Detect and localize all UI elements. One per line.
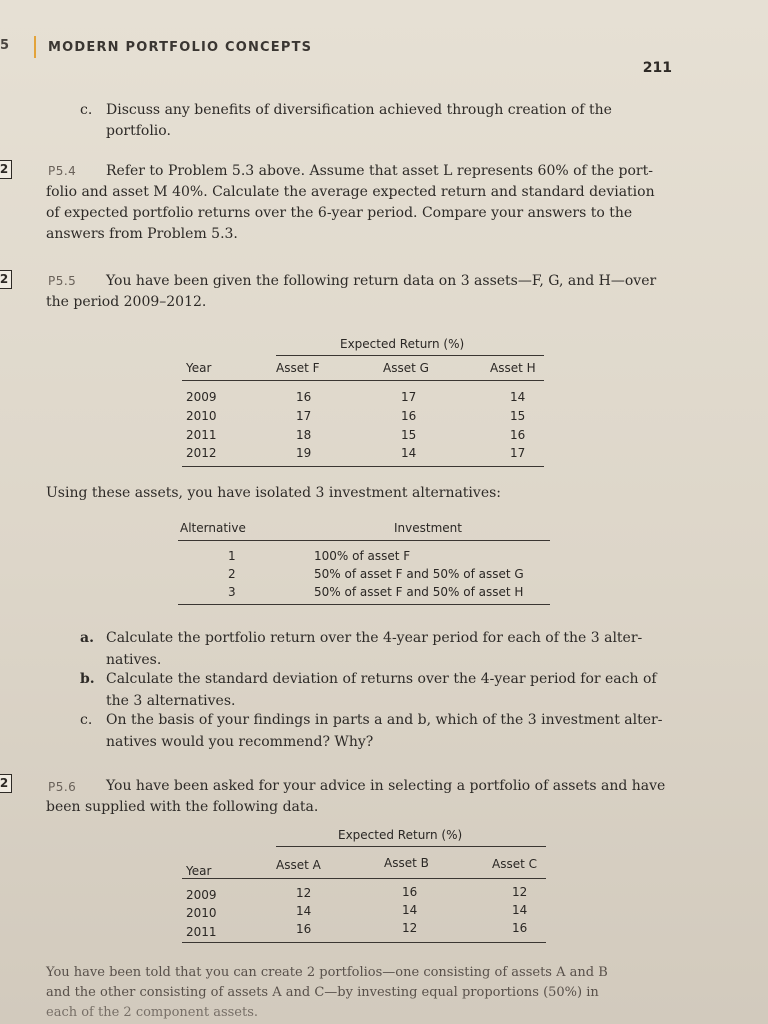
learning-objective-badge: 2 xyxy=(0,270,12,289)
problem-id: P5.4 xyxy=(48,164,77,178)
problem-id: P5.5 xyxy=(48,274,77,288)
table-cell: 2010 xyxy=(186,906,217,920)
table-cell: 2011 xyxy=(186,925,217,939)
p56-after-line1: You have been told that you can create 2 portfolios—one consisting of assets A and B xyxy=(46,965,608,980)
question-b-marker: b. xyxy=(80,671,95,687)
table-header-cell: Asset G xyxy=(383,361,429,375)
problem-id: P5.6 xyxy=(48,780,77,794)
table-cell: 2010 xyxy=(186,409,217,423)
table-header-cell: Year xyxy=(186,864,212,878)
question-a-line1: Calculate the portfolio return over the 4-year period for each of the 3 alter- xyxy=(106,630,643,646)
table-cell: 16 xyxy=(296,922,312,936)
learning-objective-badge: 2 xyxy=(0,774,12,793)
table-cell: 17 xyxy=(296,409,312,423)
p54-line2: folio and asset M 40%. Calculate the average expected return and standard deviation xyxy=(46,184,655,200)
table-cell: 50% of asset F and 50% of asset H xyxy=(314,585,524,599)
table-cell: 16 xyxy=(401,409,417,423)
table-cell: 16 xyxy=(512,921,528,935)
table-rule xyxy=(276,355,544,356)
p56-after-line3: each of the 2 component assets. xyxy=(46,1005,259,1020)
table-rule xyxy=(182,466,544,467)
question-a-marker: a. xyxy=(80,630,94,646)
table-header-cell: Asset B xyxy=(384,856,429,870)
question-c-line2: natives would you recommend? Why? xyxy=(106,734,374,750)
table-cell: 2009 xyxy=(186,888,217,902)
p54-line1: Refer to Problem 5.3 above. Assume that asset L represents 60% of the port- xyxy=(106,163,653,179)
table-cell: 14 xyxy=(402,903,418,917)
question-c-marker: c. xyxy=(80,712,93,728)
table-cell: 14 xyxy=(296,904,312,918)
table-group-header: Expected Return (%) xyxy=(338,828,463,842)
table-cell: 14 xyxy=(512,903,528,917)
table-cell: 16 xyxy=(402,885,418,899)
table-cell: 2012 xyxy=(186,446,217,460)
table-cell: 16 xyxy=(296,390,312,404)
table-header-cell: Asset C xyxy=(492,857,537,871)
table-cell: 2009 xyxy=(186,390,217,404)
p56-after-line2: and the other consisting of assets A and C—by investing equal proportions (50%) in xyxy=(46,985,599,1000)
table-rule xyxy=(276,846,546,847)
learning-objective-badge: 2 xyxy=(0,160,12,179)
table-rule xyxy=(182,942,546,943)
table-cell: 3 xyxy=(228,585,236,599)
table-header-cell: Asset A xyxy=(276,858,321,872)
table-cell: 2 xyxy=(228,567,236,581)
table-cell: 12 xyxy=(402,921,418,935)
table-cell: 15 xyxy=(510,409,526,423)
table-rule xyxy=(182,878,546,879)
question-a-line2: natives. xyxy=(106,652,162,668)
table-cell: 14 xyxy=(510,390,526,404)
p55-line2: the period 2009–2012. xyxy=(46,294,207,310)
header-divider xyxy=(34,36,36,58)
p55-intro: Using these assets, you have isolated 3 investment alternatives: xyxy=(46,485,501,501)
question-c-line1: On the basis of your findings in parts a and b, which of the 3 investment alter- xyxy=(106,712,663,728)
table-header-cell: Asset H xyxy=(490,361,536,375)
table-cell: 17 xyxy=(401,390,417,404)
page-number: 211 xyxy=(642,60,672,76)
item-c-line1: Discuss any benefits of diversification achieved through creation of the xyxy=(106,102,612,118)
table-cell: 16 xyxy=(510,428,526,442)
table-rule xyxy=(178,540,550,541)
table-header-cell: Year xyxy=(186,361,212,375)
p54-line4: answers from Problem 5.3. xyxy=(46,226,238,242)
table-cell: 1 xyxy=(228,549,236,563)
table-cell: 2011 xyxy=(186,428,217,442)
p55-line1: You have been given the following return data on 3 assets—F, G, and H—over xyxy=(106,273,657,289)
question-b-line2: the 3 alternatives. xyxy=(106,693,236,709)
table-cell: 12 xyxy=(296,886,312,900)
table-cell: 14 xyxy=(401,446,417,460)
question-b-line1: Calculate the standard deviation of returns over the 4-year period for each of xyxy=(106,671,657,687)
item-c-line2: portfolio. xyxy=(106,123,171,139)
table-cell: 12 xyxy=(512,885,528,899)
table-cell: 100% of asset F xyxy=(314,549,411,563)
p56-line1: You have been asked for your advice in selecting a portfolio of assets and have xyxy=(106,778,666,794)
p56-line2: been supplied with the following data. xyxy=(46,799,319,815)
table-rule xyxy=(178,604,550,605)
item-c-marker: c. xyxy=(80,102,93,118)
table-header-cell: Alternative xyxy=(180,521,246,535)
table-cell: 15 xyxy=(401,428,417,442)
p54-line3: of expected portfolio returns over the 6-year period. Compare your answers to the xyxy=(46,205,633,221)
table-cell: 19 xyxy=(296,446,312,460)
table-rule xyxy=(182,380,544,381)
table-header-cell: Investment xyxy=(394,521,462,535)
table-header-cell: Asset F xyxy=(276,361,320,375)
table-cell: 17 xyxy=(510,446,526,460)
table-cell: 50% of asset F and 50% of asset G xyxy=(314,567,524,581)
table-group-header: Expected Return (%) xyxy=(340,337,465,351)
chapter-number: 5 xyxy=(0,38,10,53)
running-head: MODERN PORTFOLIO CONCEPTS xyxy=(48,40,313,55)
table-cell: 18 xyxy=(296,428,312,442)
